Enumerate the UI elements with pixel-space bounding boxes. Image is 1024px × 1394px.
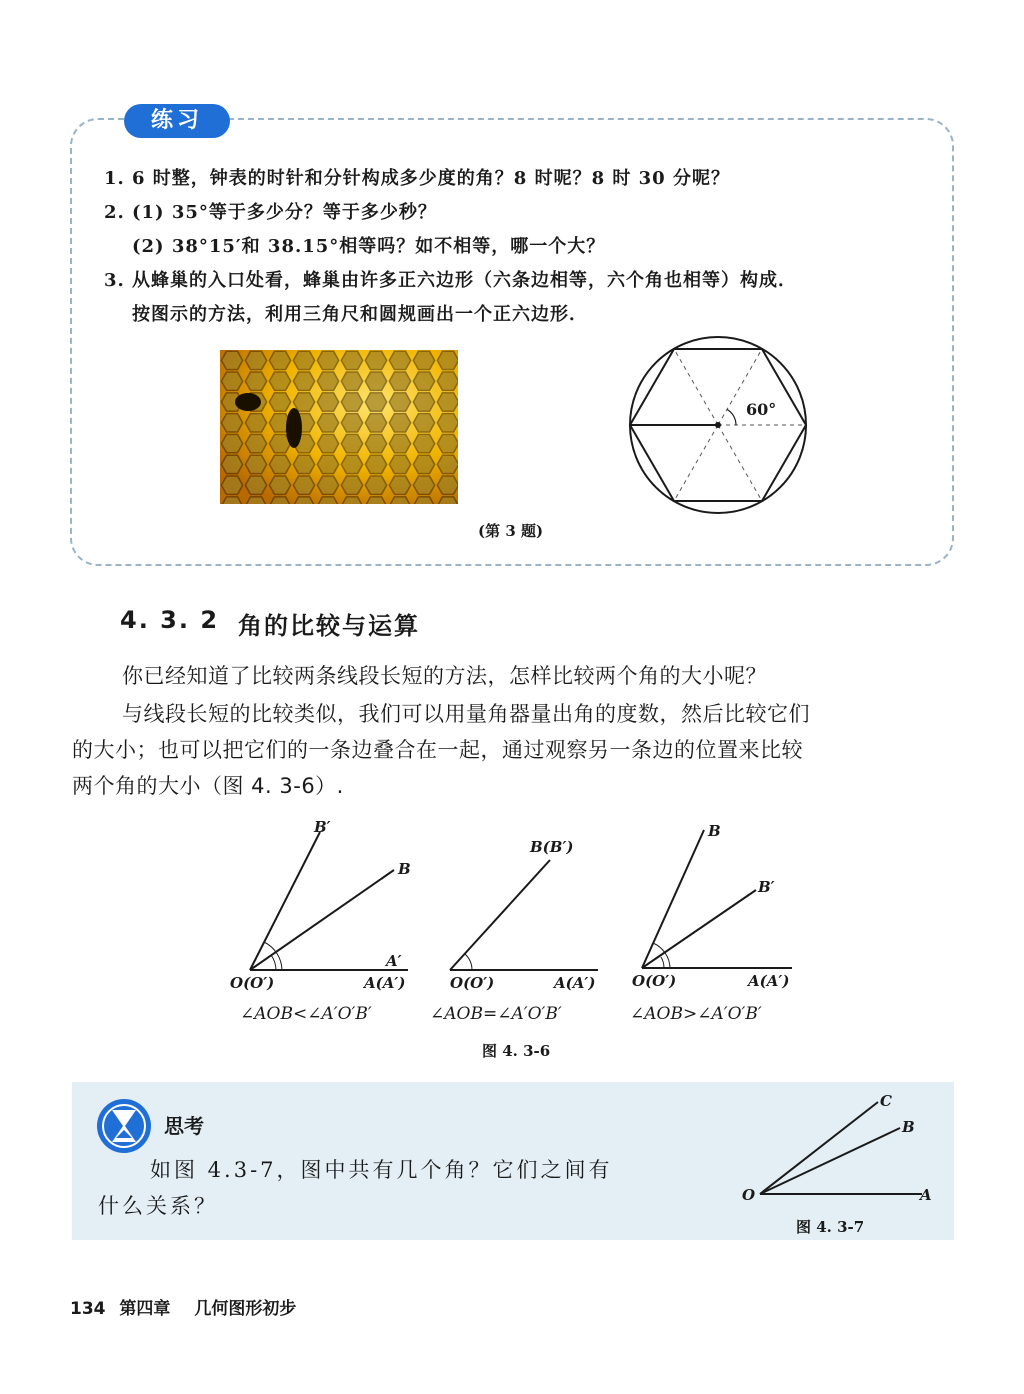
relation-greater: ∠AOB>∠A′O′B′	[630, 1004, 762, 1024]
label-o: O(O′)	[230, 974, 275, 992]
chapter-label: 第四章	[119, 1299, 171, 1319]
label-a: A(A′)	[748, 972, 790, 990]
section-number: 4. 3. 2	[120, 606, 220, 634]
figure-4-3-7	[736, 1090, 936, 1236]
hexagon-figure	[620, 336, 816, 514]
think-title: 思考	[164, 1114, 204, 1138]
paragraph-2-line-2: 的大小；也可以把它们的一条边叠合在一起，通过观察另一条边的位置来比较	[72, 738, 803, 762]
label-a: A(A′)	[554, 974, 596, 992]
label-a: A(A′)	[364, 974, 406, 992]
question-3-line-2: 按图示的方法，利用三角尺和圆规画出一个正六边形．	[132, 304, 588, 325]
label-o: O	[742, 1186, 756, 1204]
page-number: 134	[70, 1299, 106, 1319]
label-b-b-prime: B(B′)	[530, 838, 574, 856]
angle-figure-equal	[428, 818, 628, 1033]
label-o: O(O′)	[632, 972, 677, 990]
question-2: 2. (1) 35°等于多少分？等于多少秒？	[104, 202, 437, 223]
label-b-prime: B′	[314, 818, 331, 836]
think-question-line-1: 如图 4.3-7，图中共有几个角？它们之间有	[150, 1158, 613, 1182]
paragraph-2-line-3: 两个角的大小（图 4. 3-6）.	[72, 774, 344, 798]
angle-figure-less	[228, 818, 428, 1033]
label-b: B	[398, 860, 411, 878]
paragraph-1: 你已经知道了比较两条线段长短的方法，怎样比较两个角的大小呢？	[122, 664, 767, 688]
think-question-line-2: 什么关系？	[98, 1194, 218, 1218]
label-o: O(O′)	[450, 974, 495, 992]
angle-figure-greater	[620, 818, 820, 1033]
exercise-badge: 练习	[124, 104, 230, 138]
label-a: A	[920, 1186, 932, 1204]
question-1: 1. 6 时整，钟表的时针和分针构成多少度的角？8 时呢？8 时 30 分呢？	[104, 168, 730, 189]
honeycomb-image	[220, 350, 458, 504]
chapter-title: 几何图形初步	[194, 1299, 297, 1319]
section-title: 角的比较与运算	[238, 612, 420, 640]
bee-icon	[235, 393, 261, 411]
figure-4-3-6-caption: 图 4. 3-6	[482, 1042, 551, 1060]
exercise-figure-caption: (第 3 题)	[478, 522, 544, 540]
hexagon-angle-label: 60°	[746, 400, 777, 419]
question-3: 3. 从蜂巢的入口处看，蜂巢由许多正六边形（六条边相等，六个角也相等）构成．	[104, 270, 797, 291]
paragraph-2-line-1: 与线段长短的比较类似，我们可以用量角器量出角的度数，然后比较它们	[122, 702, 810, 726]
question-2-part-2: (2) 38°15′和 38.15°相等吗？如不相等，哪一个大？	[132, 236, 606, 257]
page-footer	[70, 1294, 296, 1319]
relation-less: ∠AOB<∠A′O′B′	[240, 1004, 372, 1024]
label-b: B	[708, 822, 721, 840]
label-b: B	[902, 1118, 915, 1136]
label-b-prime: B′	[758, 878, 775, 896]
figure-4-3-7-caption: 图 4. 3-7	[796, 1218, 865, 1236]
bee-icon	[286, 408, 302, 448]
label-c: C	[880, 1092, 892, 1110]
think-hourglass-icon	[96, 1098, 152, 1154]
label-a-prime: A′	[386, 952, 402, 970]
relation-equal: ∠AOB=∠A′O′B′	[430, 1004, 562, 1024]
